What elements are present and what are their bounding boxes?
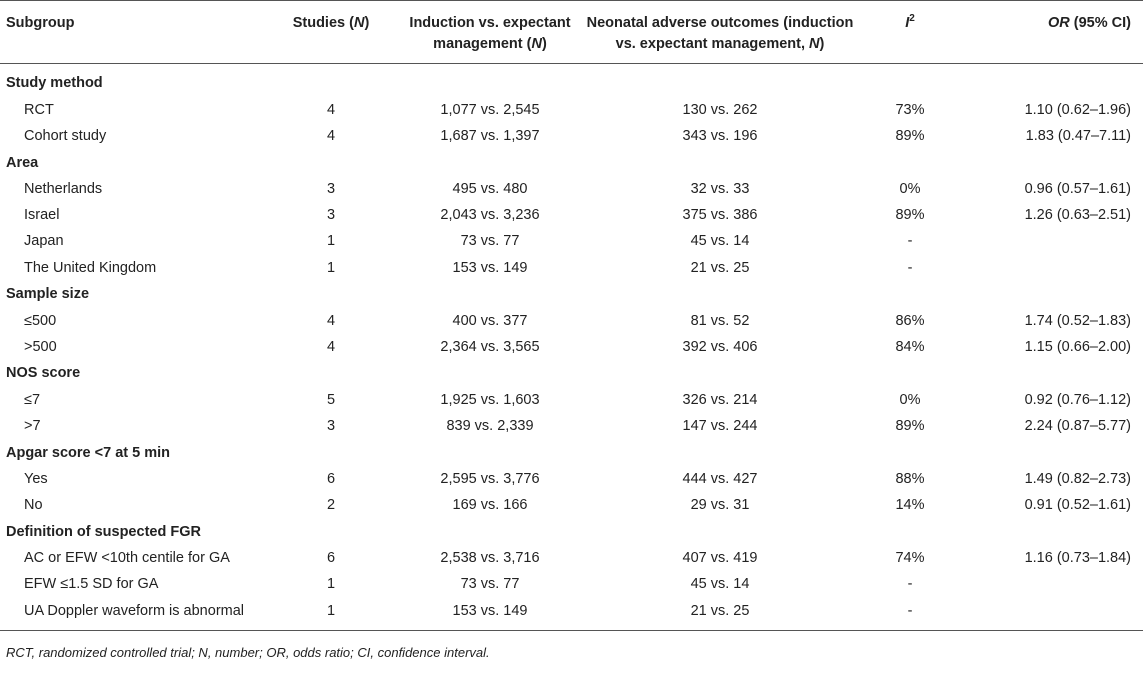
cell-or: 0.91 (0.52–1.61) [1024,497,1131,514]
category-label: NOS score [6,365,81,382]
cell-studies: 3 [326,207,336,224]
cell-induction: 839 vs. 2,339 [446,418,534,435]
cell-neonatal: 29 vs. 31 [690,497,750,514]
cell-induction: 73 vs. 77 [460,576,520,593]
cell-i2: - [907,576,913,593]
cell-studies: 6 [326,550,336,567]
cell-studies: 4 [326,128,336,144]
category-row [0,518,1143,545]
cell-subgroup: Japan [24,233,64,250]
cell-induction: 400 vs. 377 [452,312,528,329]
cell-i2: 0% [899,181,921,197]
table-row [0,228,1143,254]
cell-neonatal: 21 vs. 25 [690,259,750,276]
cell-subgroup: Israel [24,207,60,224]
table-row [0,598,1143,631]
category-label: Definition of suspected FGR [6,523,201,540]
header-i2: $I^2$ [905,13,915,31]
cell-studies: 5 [326,391,336,408]
cell-or: 1.10 (0.62–1.96) [1024,101,1131,118]
cell-neonatal: 21 vs. 25 [690,602,750,619]
cell-i2: - [907,233,913,250]
cell-subgroup: >500 [24,338,57,355]
table-row [0,334,1143,360]
cell-induction: 1,687 vs. 1,397 [440,128,540,144]
cell-subgroup: >7 [24,418,41,435]
table-footnote: RCT, randomized controlled trial; N, number; OR, odds ratio; CI, confidence interval. [6,644,490,660]
cell-neonatal: 45 vs. 14 [690,233,750,250]
cell-i2: 89% [895,128,925,144]
cell-or: 1.26 (0.63–2.51) [1024,207,1131,224]
category-label: Apgar score <7 at 5 min [6,444,170,461]
table-row [0,571,1143,597]
table-row [0,97,1143,123]
cell-studies: 4 [326,312,336,329]
cell-studies: 1 [326,259,336,276]
cell-studies: 3 [326,181,336,197]
cell-subgroup: RCT [24,101,54,118]
category-row [0,281,1143,308]
cell-or [960,571,1143,597]
cell-neonatal: 392 vs. 406 [682,338,758,355]
cell-subgroup: Yes [24,471,48,488]
cell-subgroup: No [24,497,43,514]
table-row [0,308,1143,334]
cell-subgroup: ≤7 [24,391,41,408]
cell-neonatal: 147 vs. 244 [682,418,758,435]
cell-i2: 73% [895,101,925,118]
category-label: Study method [6,75,103,92]
table-header [0,1,1143,64]
cell-neonatal: 326 vs. 214 [682,391,758,408]
table-row [0,413,1143,439]
cell-subgroup: ≤500 [24,312,57,329]
category-row [0,149,1143,176]
cell-induction: 495 vs. 480 [452,181,528,197]
table-row [0,466,1143,492]
cell-or: 2.24 (0.87–5.77) [1024,418,1131,435]
header-row [0,1,1143,64]
cell-or: 0.92 (0.76–1.12) [1024,391,1131,408]
header-or: OR (95% CI) [1048,15,1131,31]
cell-induction: 1,077 vs. 2,545 [440,101,540,118]
cell-i2: 88% [895,471,925,488]
cell-neonatal: 444 vs. 427 [682,471,758,488]
cell-or: 1.49 (0.82–2.73) [1024,471,1131,488]
header-subgroup: Subgroup [6,15,75,31]
cell-studies: 6 [326,471,336,488]
cell-neonatal: 375 vs. 386 [682,207,758,224]
table-row [0,545,1143,571]
cell-studies: 1 [326,233,336,250]
table-row [0,387,1143,413]
cell-studies: 1 [326,602,336,619]
cell-or [960,255,1143,281]
table-row [0,123,1143,149]
cell-neonatal: 45 vs. 14 [690,576,750,593]
header-induction: Induction vs. expectant management (N) [409,15,571,52]
cell-neonatal: 343 vs. 196 [682,128,758,144]
cell-induction: 169 vs. 166 [452,497,528,514]
table-row [0,202,1143,228]
cell-neonatal: 407 vs. 419 [682,550,758,567]
cell-studies: 4 [326,338,336,355]
header-neonatal: Neonatal adverse outcomes (induction vs. expectant management, N) [586,15,854,52]
cell-subgroup: UA Doppler waveform is abnormal [24,602,245,619]
cell-i2: - [907,259,913,276]
cell-subgroup: The United Kingdom [24,259,157,276]
cell-subgroup: AC or EFW <10th centile for GA [24,550,230,567]
cell-or: 1.16 (0.73–1.84) [1024,550,1131,567]
cell-neonatal: 32 vs. 33 [690,181,750,197]
category-row [0,360,1143,387]
header-studies: Studies (N) [292,15,370,31]
cell-i2: 0% [899,391,921,408]
category-row [0,439,1143,466]
table-row [0,492,1143,518]
cell-i2: 74% [895,550,925,567]
cell-subgroup: EFW ≤1.5 SD for GA [24,576,159,593]
table-row [0,255,1143,281]
cell-subgroup: Netherlands [24,181,103,197]
cell-i2: 84% [895,338,925,355]
table-body [0,64,1143,631]
cell-induction: 73 vs. 77 [460,233,520,250]
cell-or [960,228,1143,254]
cell-or [960,598,1143,631]
cell-studies: 4 [326,101,336,118]
cell-neonatal: 81 vs. 52 [690,312,750,329]
category-label: Sample size [6,286,90,303]
cell-studies: 1 [326,576,336,593]
cell-induction: 2,364 vs. 3,565 [440,338,540,355]
table-row [0,176,1143,202]
cell-induction: 153 vs. 149 [452,259,528,276]
cell-i2: 89% [895,418,925,435]
cell-induction: 2,043 vs. 3,236 [440,207,540,224]
cell-studies: 3 [326,418,336,435]
cell-induction: 153 vs. 149 [452,602,528,619]
cell-or: 1.83 (0.47–7.11) [1025,128,1131,144]
cell-or: 0.96 (0.57–1.61) [1024,181,1131,197]
cell-subgroup: Cohort study [24,128,107,144]
cell-or: 1.15 (0.66–2.00) [1024,338,1131,355]
cell-i2: 86% [895,312,925,329]
category-label: Area [6,154,39,171]
cell-or: 1.74 (0.52–1.83) [1024,312,1131,329]
cell-induction: 2,595 vs. 3,776 [440,471,540,488]
category-row [0,64,1143,97]
cell-i2: 89% [895,207,925,224]
cell-studies: 2 [326,497,336,514]
cell-i2: 14% [895,497,925,514]
cell-neonatal: 130 vs. 262 [682,101,758,118]
cell-induction: 1,925 vs. 1,603 [440,391,540,408]
cell-induction: 2,538 vs. 3,716 [440,550,540,567]
cell-i2: - [907,602,913,619]
